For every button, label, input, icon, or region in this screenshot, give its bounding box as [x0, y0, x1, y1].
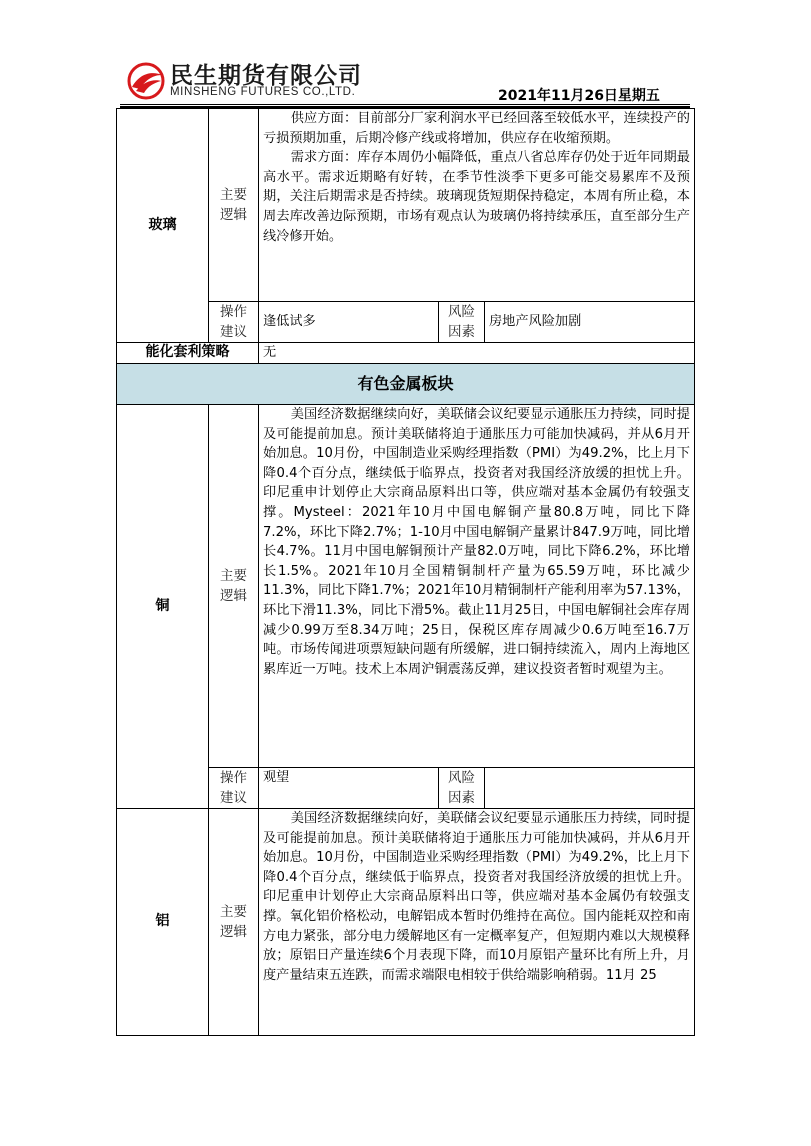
operation-value: 逢低试多 — [259, 302, 439, 343]
logic-paragraph: 美国经济数据继续向好，美联储会议纪要显示通胀压力持续，同时提及可能提前加息。预计美联储将迫于通胀压力可能加快减码，并从6月开始加息。10月份，中国制造业采购经理指数（PMI）为49.2%，比上月下降0.4个百分点，继续低于临界点，投资者对我国经济放缓的担忧上升。印尼重申计划停止大宗商品原料出口等，供应端对基本金属仍有较强支撑。氧化铝价格松动，电解铝成本暂时仍维持在高位。国内能耗双控和南方电力紧张，部分电力缓解地区有一定概率复产，但短期内难以大规模释放；原铝日产量连续6个月表现下降，而10月原铝产量环比有所上升，月度产量结束五连跌，而需求端限电相较于供给端影响稍弱。11月 25 — [263, 811, 690, 983]
section-title: 有色金属板块 — [117, 364, 695, 405]
company-name-cn: 民生期货有限公司 — [170, 63, 362, 89]
operation-label: 操作 建议 — [209, 768, 259, 809]
table-row — [117, 405, 695, 768]
table-row — [117, 364, 695, 405]
table-row — [117, 809, 695, 1036]
operation-value: 观望 — [259, 768, 439, 809]
minsheng-logo-icon — [126, 61, 166, 101]
strategy-table — [116, 108, 695, 1036]
company-logo — [126, 55, 366, 105]
table-row — [117, 109, 695, 302]
header-rule-thin — [120, 104, 690, 105]
arbitrage-value: 无 — [259, 343, 695, 364]
operation-label: 操作 建议 — [209, 302, 259, 343]
supply-paragraph: 供应方面：目前部分厂家利润水平已经回落至较低水平，连续投产的亏损预期加重，后期冷修产线或将增加，供应存在收缩预期。 — [263, 111, 690, 146]
risk-label: 风险 因素 — [439, 768, 485, 809]
risk-value: 房地产风险加剧 — [485, 302, 695, 343]
commodity-name-copper: 铜 — [117, 405, 209, 809]
risk-value — [485, 768, 695, 809]
logic-text — [259, 109, 695, 302]
report-date: 2021年11月26日星期五 — [498, 88, 660, 104]
demand-paragraph: 需求方面：库存本周仍小幅降低，重点八省总库存仍处于近年同期最高水平。需求近期略有好转，在季节性淡季下更多可能交易累库不及预期，关注后期需求是否持续。玻璃现货短期保持稳定，本周有所止稳，本周去库改善边际预期，市场有观点认为玻璃仍将持续承压，直至部分生产线冷修开始。 — [263, 150, 690, 244]
company-name-en: MINSHENG FUTURES CO.,LTD. — [170, 86, 356, 98]
risk-label: 风险 因素 — [439, 302, 485, 343]
logic-label: 主要 逻辑 — [209, 405, 259, 768]
logic-text — [259, 405, 695, 768]
logic-text — [259, 809, 695, 1036]
table-row — [117, 343, 695, 364]
commodity-name-aluminum: 铝 — [117, 809, 209, 1036]
commodity-name-glass: 玻璃 — [117, 109, 209, 343]
logic-label: 主要 逻辑 — [209, 109, 259, 302]
arbitrage-label: 能化套利策略 — [117, 343, 259, 364]
logic-paragraph: 美国经济数据继续向好，美联储会议纪要显示通胀压力持续，同时提及可能提前加息。预计美联储将迫于通胀压力可能加快减码，并从6月开始加息。10月份，中国制造业采购经理指数（PMI）为49.2%，比上月下降0.4个百分点，继续低于临界点，投资者对我国经济放缓的担忧上升。印尼重申计划停止大宗商品原料出口等，供应端对基本金属仍有较强支撑。Mysteel：2021年10月中国电解铜产量80.8万吨，同比下降7.2%，环比下降2.7%；1-10月中国电解铜产量累计847.9万吨，同比增长4.7%。11月中国电解铜预计产量82.0万吨，同比下降6.2%，环比增长1.5%。2021年10月全国精铜制杆产量为65.59万吨，环比减少11.3%，同比下降1.7%；2021年10月精铜制杆产能利用率为57.13%，环比下滑11.3%，同比下滑5%。截止11月25日，中国电解铜社会库存周减少0.99万至8.34万吨；25日，保税区库存周减少0.6万吨至16.7万吨。市场传闻进项票短缺问题有所缓解，进口铜持续流入，周内上海地区累库近一万吨。技术上本周沪铜震荡反弹，建议投资者暂时观望为主。 — [263, 407, 690, 677]
logic-label: 主要 逻辑 — [209, 809, 259, 1036]
